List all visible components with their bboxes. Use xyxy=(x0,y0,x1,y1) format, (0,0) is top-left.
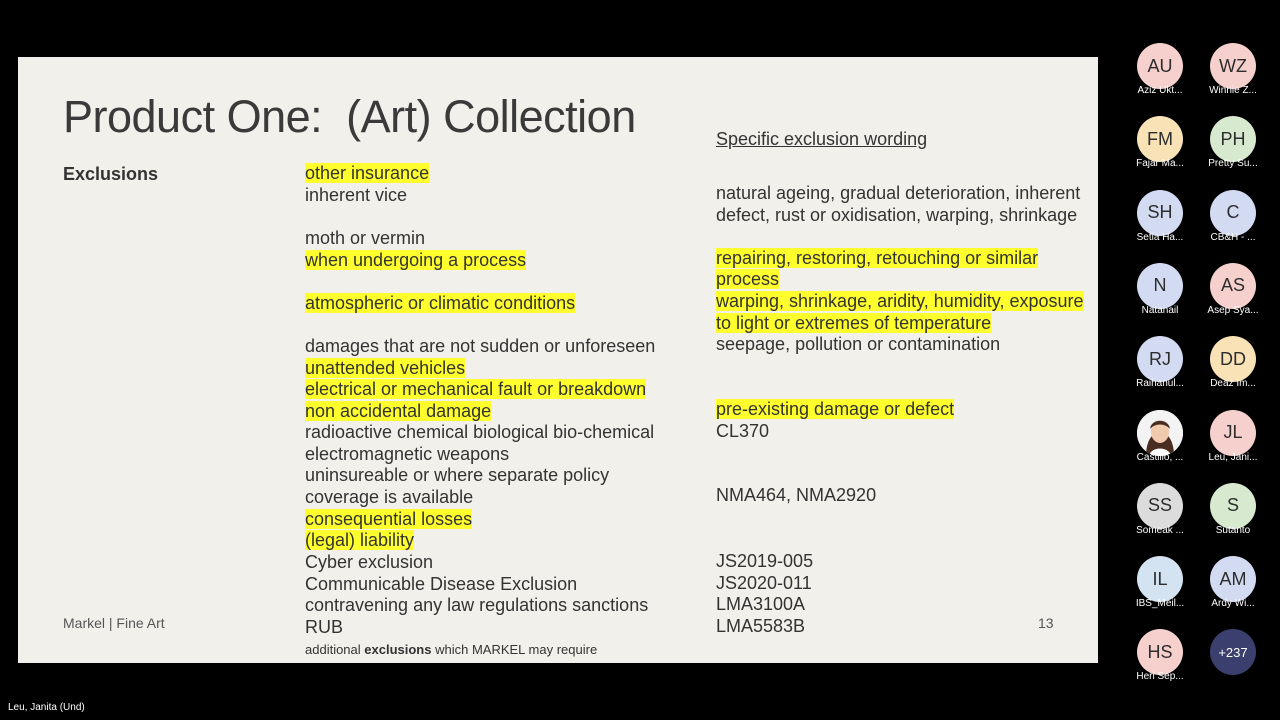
exclusion-item xyxy=(305,293,575,315)
note-suffix: which MARKEL may require xyxy=(431,642,598,657)
exclusion-item-text: other insurance xyxy=(305,163,430,183)
specific-wording-heading: Specific exclusion wording xyxy=(716,129,928,149)
exclusion-item xyxy=(305,422,654,444)
participant-avatar[interactable]: HS xyxy=(1137,629,1183,675)
wording-item-text: LMA3100A xyxy=(716,594,806,614)
wording-item xyxy=(716,594,805,616)
participant-name: Sutanto xyxy=(1215,524,1251,536)
participant-name: Leu, Jani... xyxy=(1208,451,1258,463)
participant-name: Raihanul... xyxy=(1136,378,1184,390)
wording-item xyxy=(716,551,813,573)
participant-name: Ardy Wi... xyxy=(1211,598,1255,610)
slide-title: Product One: (Art) Collection xyxy=(63,91,636,142)
participant-name: Pretty Su... xyxy=(1208,158,1258,170)
exclusion-item-text: (legal) liability xyxy=(305,530,415,550)
participant-avatar[interactable]: SH xyxy=(1137,190,1183,236)
wording-item-text: CL370 xyxy=(716,421,770,441)
participant-avatar[interactable]: C xyxy=(1210,190,1256,236)
participant-avatar[interactable]: IL xyxy=(1137,556,1183,602)
participant-name: Castillo, ... xyxy=(1136,451,1184,463)
wording-item-text: LMA5583B xyxy=(716,616,806,636)
participant-avatar[interactable]: SS xyxy=(1137,483,1183,529)
participant-avatar[interactable]: WZ xyxy=(1210,43,1256,89)
exclusion-item xyxy=(305,336,655,358)
participant-avatar[interactable]: N xyxy=(1137,263,1183,309)
exclusion-item-text: Communicable Disease Exclusion xyxy=(305,574,578,594)
participant-name: Deaz Im... xyxy=(1210,378,1256,390)
exclusion-item-text: RUB xyxy=(305,617,344,637)
participant-name: Natanail xyxy=(1141,304,1179,316)
wording-item-text: warping, shrinkage, aridity, humidity, exposure xyxy=(716,291,1084,311)
wording-item xyxy=(716,399,954,421)
exclusion-item-text: non accidental damage xyxy=(305,401,492,421)
participant-name: Someak ... xyxy=(1136,524,1184,536)
exclusion-item xyxy=(305,552,433,574)
wording-item xyxy=(716,334,1000,356)
participant-avatar[interactable]: AS xyxy=(1210,263,1256,309)
exclusion-item-text: when undergoing a process xyxy=(305,250,527,270)
wording-item xyxy=(716,269,779,291)
participant-avatar[interactable]: RJ xyxy=(1137,336,1183,382)
page-number: 13 xyxy=(1038,615,1054,631)
exclusion-item xyxy=(305,358,465,380)
wording-item-text: NMA464, NMA2920 xyxy=(716,485,877,505)
participant-photo-avatar[interactable] xyxy=(1137,410,1183,456)
exclusion-item-text: consequential losses xyxy=(305,509,473,529)
exclusion-item-text: damages that are not sudden or unforeseen xyxy=(305,336,656,356)
exclusion-item-text: inherent vice xyxy=(305,185,408,205)
participant-avatar[interactable]: AU xyxy=(1137,43,1183,89)
active-speaker-name: Leu, Janita (Und) xyxy=(8,702,85,713)
exclusion-item-text: coverage is available xyxy=(305,487,474,507)
participant-name: Asep Sya... xyxy=(1207,304,1259,316)
wording-item xyxy=(716,485,876,507)
participant-avatar[interactable]: AM xyxy=(1210,556,1256,602)
exclusion-item-text: radioactive chemical biological bio-chemical xyxy=(305,422,655,442)
exclusion-item-text: unattended vehicles xyxy=(305,358,466,378)
wording-item-text: repairing, restoring, retouching or similar xyxy=(716,248,1039,268)
exclusion-item xyxy=(305,487,473,509)
exclusion-item xyxy=(305,379,646,401)
note-prefix: additional xyxy=(305,642,365,657)
exclusion-item-text: uninsureable or where separate policy xyxy=(305,465,610,485)
exclusion-item xyxy=(305,509,472,531)
participant-avatar[interactable]: DD xyxy=(1210,336,1256,382)
participant-name: Setia Ha... xyxy=(1136,231,1184,243)
exclusion-item-text: Cyber exclusion xyxy=(305,552,434,572)
wording-item-text: JS2019-005 xyxy=(716,551,814,571)
participant-avatar[interactable]: PH xyxy=(1210,116,1256,162)
presentation-slide xyxy=(18,57,1098,663)
wording-item-text: process xyxy=(716,269,780,289)
wording-item xyxy=(716,313,991,335)
exclusion-item xyxy=(305,465,609,487)
exclusion-item-text: atmospheric or climatic conditions xyxy=(305,293,576,313)
wording-item xyxy=(716,421,769,443)
wording-item xyxy=(716,573,812,595)
exclusions-label: Exclusions xyxy=(63,164,159,184)
exclusion-item xyxy=(305,401,491,423)
wording-item xyxy=(716,291,1084,313)
exclusion-item-text: contravening any law regulations sanctions xyxy=(305,595,649,615)
exclusion-item xyxy=(305,595,648,617)
participant-avatar[interactable]: FM xyxy=(1137,116,1183,162)
wording-item xyxy=(716,248,1038,270)
wording-item-text: natural ageing, gradual deterioration, inherent xyxy=(716,183,1081,203)
exclusion-item xyxy=(305,574,577,596)
participant-name: Heri Sep... xyxy=(1136,671,1184,683)
wording-item xyxy=(716,183,1080,205)
additional-note xyxy=(305,642,597,657)
participant-avatar[interactable]: JL xyxy=(1210,410,1256,456)
wording-item-text: pre-existing damage or defect xyxy=(716,399,955,419)
note-bold: exclusions xyxy=(364,642,432,657)
exclusion-item-text: electromagnetic weapons xyxy=(305,444,510,464)
participant-name: Fajar Ma... xyxy=(1136,158,1184,170)
participant-name: Aziz Ukt... xyxy=(1137,85,1183,96)
wording-item-text: defect, rust or oxidisation, warping, shrinkage xyxy=(716,205,1078,225)
exclusion-item-text: electrical or mechanical fault or breakdown xyxy=(305,379,647,399)
exclusion-item xyxy=(305,228,425,250)
more-participants-button[interactable]: +237 xyxy=(1210,629,1256,675)
participant-name: IBS_Meil... xyxy=(1135,598,1185,610)
participant-avatar[interactable]: S xyxy=(1210,483,1256,529)
wording-item-text: to light or extremes of temperature xyxy=(716,313,992,333)
exclusion-item xyxy=(305,530,414,552)
exclusion-item xyxy=(305,163,429,185)
exclusion-item xyxy=(305,444,509,466)
exclusion-item xyxy=(305,617,343,639)
exclusion-item xyxy=(305,185,407,207)
slide-footer: Markel | Fine Art xyxy=(63,615,165,631)
wording-item xyxy=(716,205,1077,227)
wording-item-text: seepage, pollution or contamination xyxy=(716,334,1001,354)
participant-name: CB&H - ... xyxy=(1210,231,1256,243)
exclusion-item-text: moth or vermin xyxy=(305,228,426,248)
wording-item xyxy=(716,616,805,638)
wording-item-text: JS2020-011 xyxy=(716,573,812,593)
participant-name: Winnie Z... xyxy=(1209,85,1257,96)
exclusion-item xyxy=(305,250,526,272)
